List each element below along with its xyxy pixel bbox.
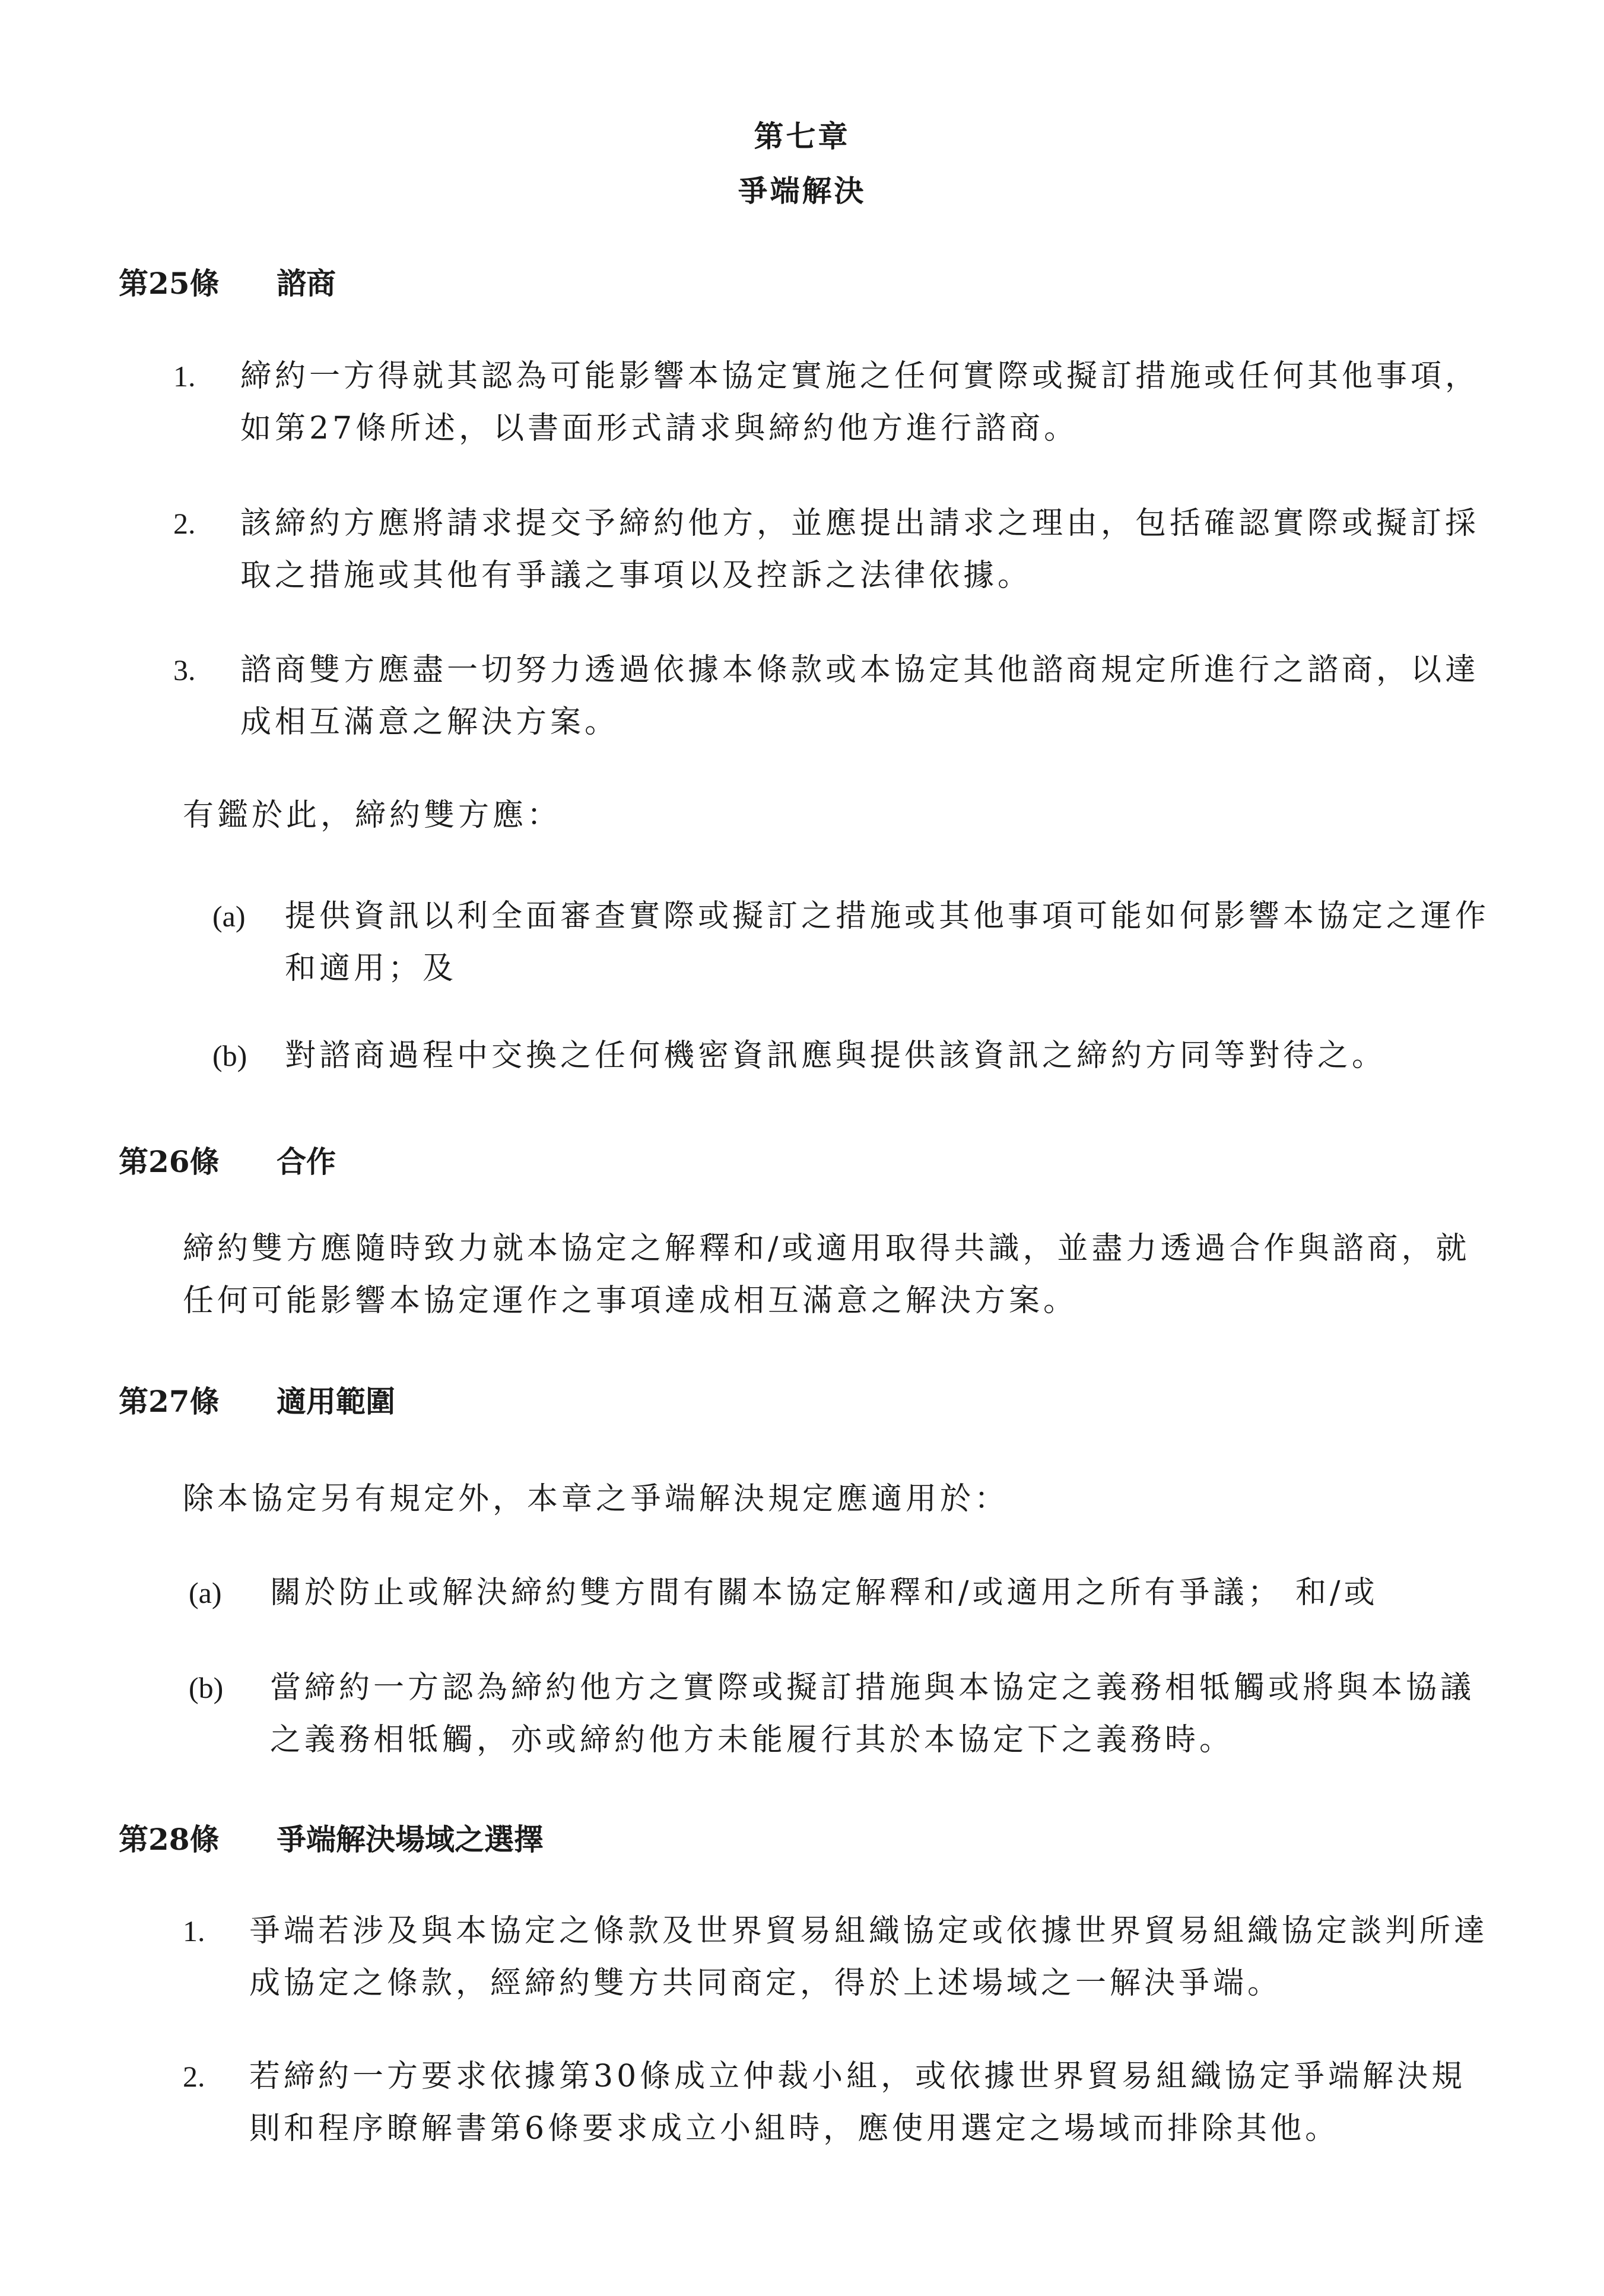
article-title: 諮商 bbox=[277, 266, 336, 301]
article-number: 第28條 bbox=[119, 1822, 220, 1857]
article-27-heading bbox=[119, 1378, 395, 1421]
item-marker: 1. bbox=[183, 1914, 205, 1948]
subitem-marker: (a) bbox=[212, 900, 246, 933]
item-text: 締約一方得就其認為可能影響本協定實施之任何實際或擬訂措施或任何其他事項，如第27條所述，以書面形式請求與締約他方進行諮商。 bbox=[240, 358, 1480, 446]
article-25-heading bbox=[119, 260, 336, 303]
item-marker: 3. bbox=[173, 653, 196, 687]
article-number: 第27條 bbox=[119, 1384, 220, 1419]
article-title: 合作 bbox=[277, 1144, 336, 1179]
article-28-heading bbox=[119, 1816, 544, 1859]
article-26-heading bbox=[119, 1138, 336, 1181]
item-text: 該締約方應將請求提交予締約他方，並應提出請求之理由，包括確認實際或擬訂採取之措施或其他有爭議之事項以及控訴之法律依據。 bbox=[240, 506, 1480, 593]
article-title: 適用範圍 bbox=[277, 1384, 395, 1419]
subitem-marker: (b) bbox=[212, 1039, 247, 1072]
item-text: 爭端若涉及與本協定之條款及世界貿易組織協定或依據世界貿易組織協定談判所達成協定之條款，經締約雙方共同商定，得於上述場域之一解決爭端。 bbox=[249, 1913, 1489, 2001]
item-marker: 2. bbox=[173, 507, 196, 540]
article-26-body: 締約雙方應隨時致力就本協定之解釋和/或適用取得共識，並盡力透過合作與諮商，就任何可能影響本協定運作之事項達成相互滿意之解決方案。 bbox=[183, 1231, 1470, 1319]
item-marker: 2. bbox=[183, 2060, 205, 2093]
item-text: 若締約一方要求依據第30條成立仲裁小組，或依據世界貿易組織協定爭端解決規則和程序瞭解書第6條要求成立小組時，應使用選定之場域而排除其他。 bbox=[249, 2059, 1466, 2146]
article-25-lead: 有鑑於此，締約雙方應： bbox=[183, 798, 562, 833]
subitem-marker: (b) bbox=[189, 1671, 224, 1704]
subitem-text: 對諮商過程中交換之任何機密資訊應與提供該資訊之締約方同等對待之。 bbox=[285, 1038, 1387, 1074]
article-number: 第25條 bbox=[119, 266, 220, 301]
chapter-number: 第七章 bbox=[754, 119, 850, 154]
chapter-title: 爭端解決 bbox=[738, 173, 866, 208]
subitem-text: 提供資訊以利全面審查實際或擬訂之措施或其他事項可能如何影響本協定之運作和適用；及 bbox=[285, 898, 1490, 986]
subitem-text: 關於防止或解決締約雙方間有關本協定解釋和/或適用之所有爭議； 和/或 bbox=[270, 1575, 1379, 1611]
item-text: 諮商雙方應盡一切努力透過依據本條款或本協定其他諮商規定所進行之諮商，以達成相互滿意之解決方案。 bbox=[240, 652, 1480, 740]
article-27-lead: 除本協定另有規定外，本章之爭端解決規定應適用於： bbox=[183, 1481, 1009, 1517]
subitem-marker: (a) bbox=[189, 1576, 222, 1609]
subitem-text: 當締約一方認為締約他方之實際或擬訂措施與本協定之義務相牴觸或將與本協議之義務相牴觸，亦或締約他方未能履行其於本協定下之義務時。 bbox=[270, 1670, 1475, 1758]
article-title: 爭端解決場域之選擇 bbox=[277, 1822, 544, 1857]
article-number: 第26條 bbox=[119, 1144, 220, 1179]
item-marker: 1. bbox=[173, 360, 196, 393]
